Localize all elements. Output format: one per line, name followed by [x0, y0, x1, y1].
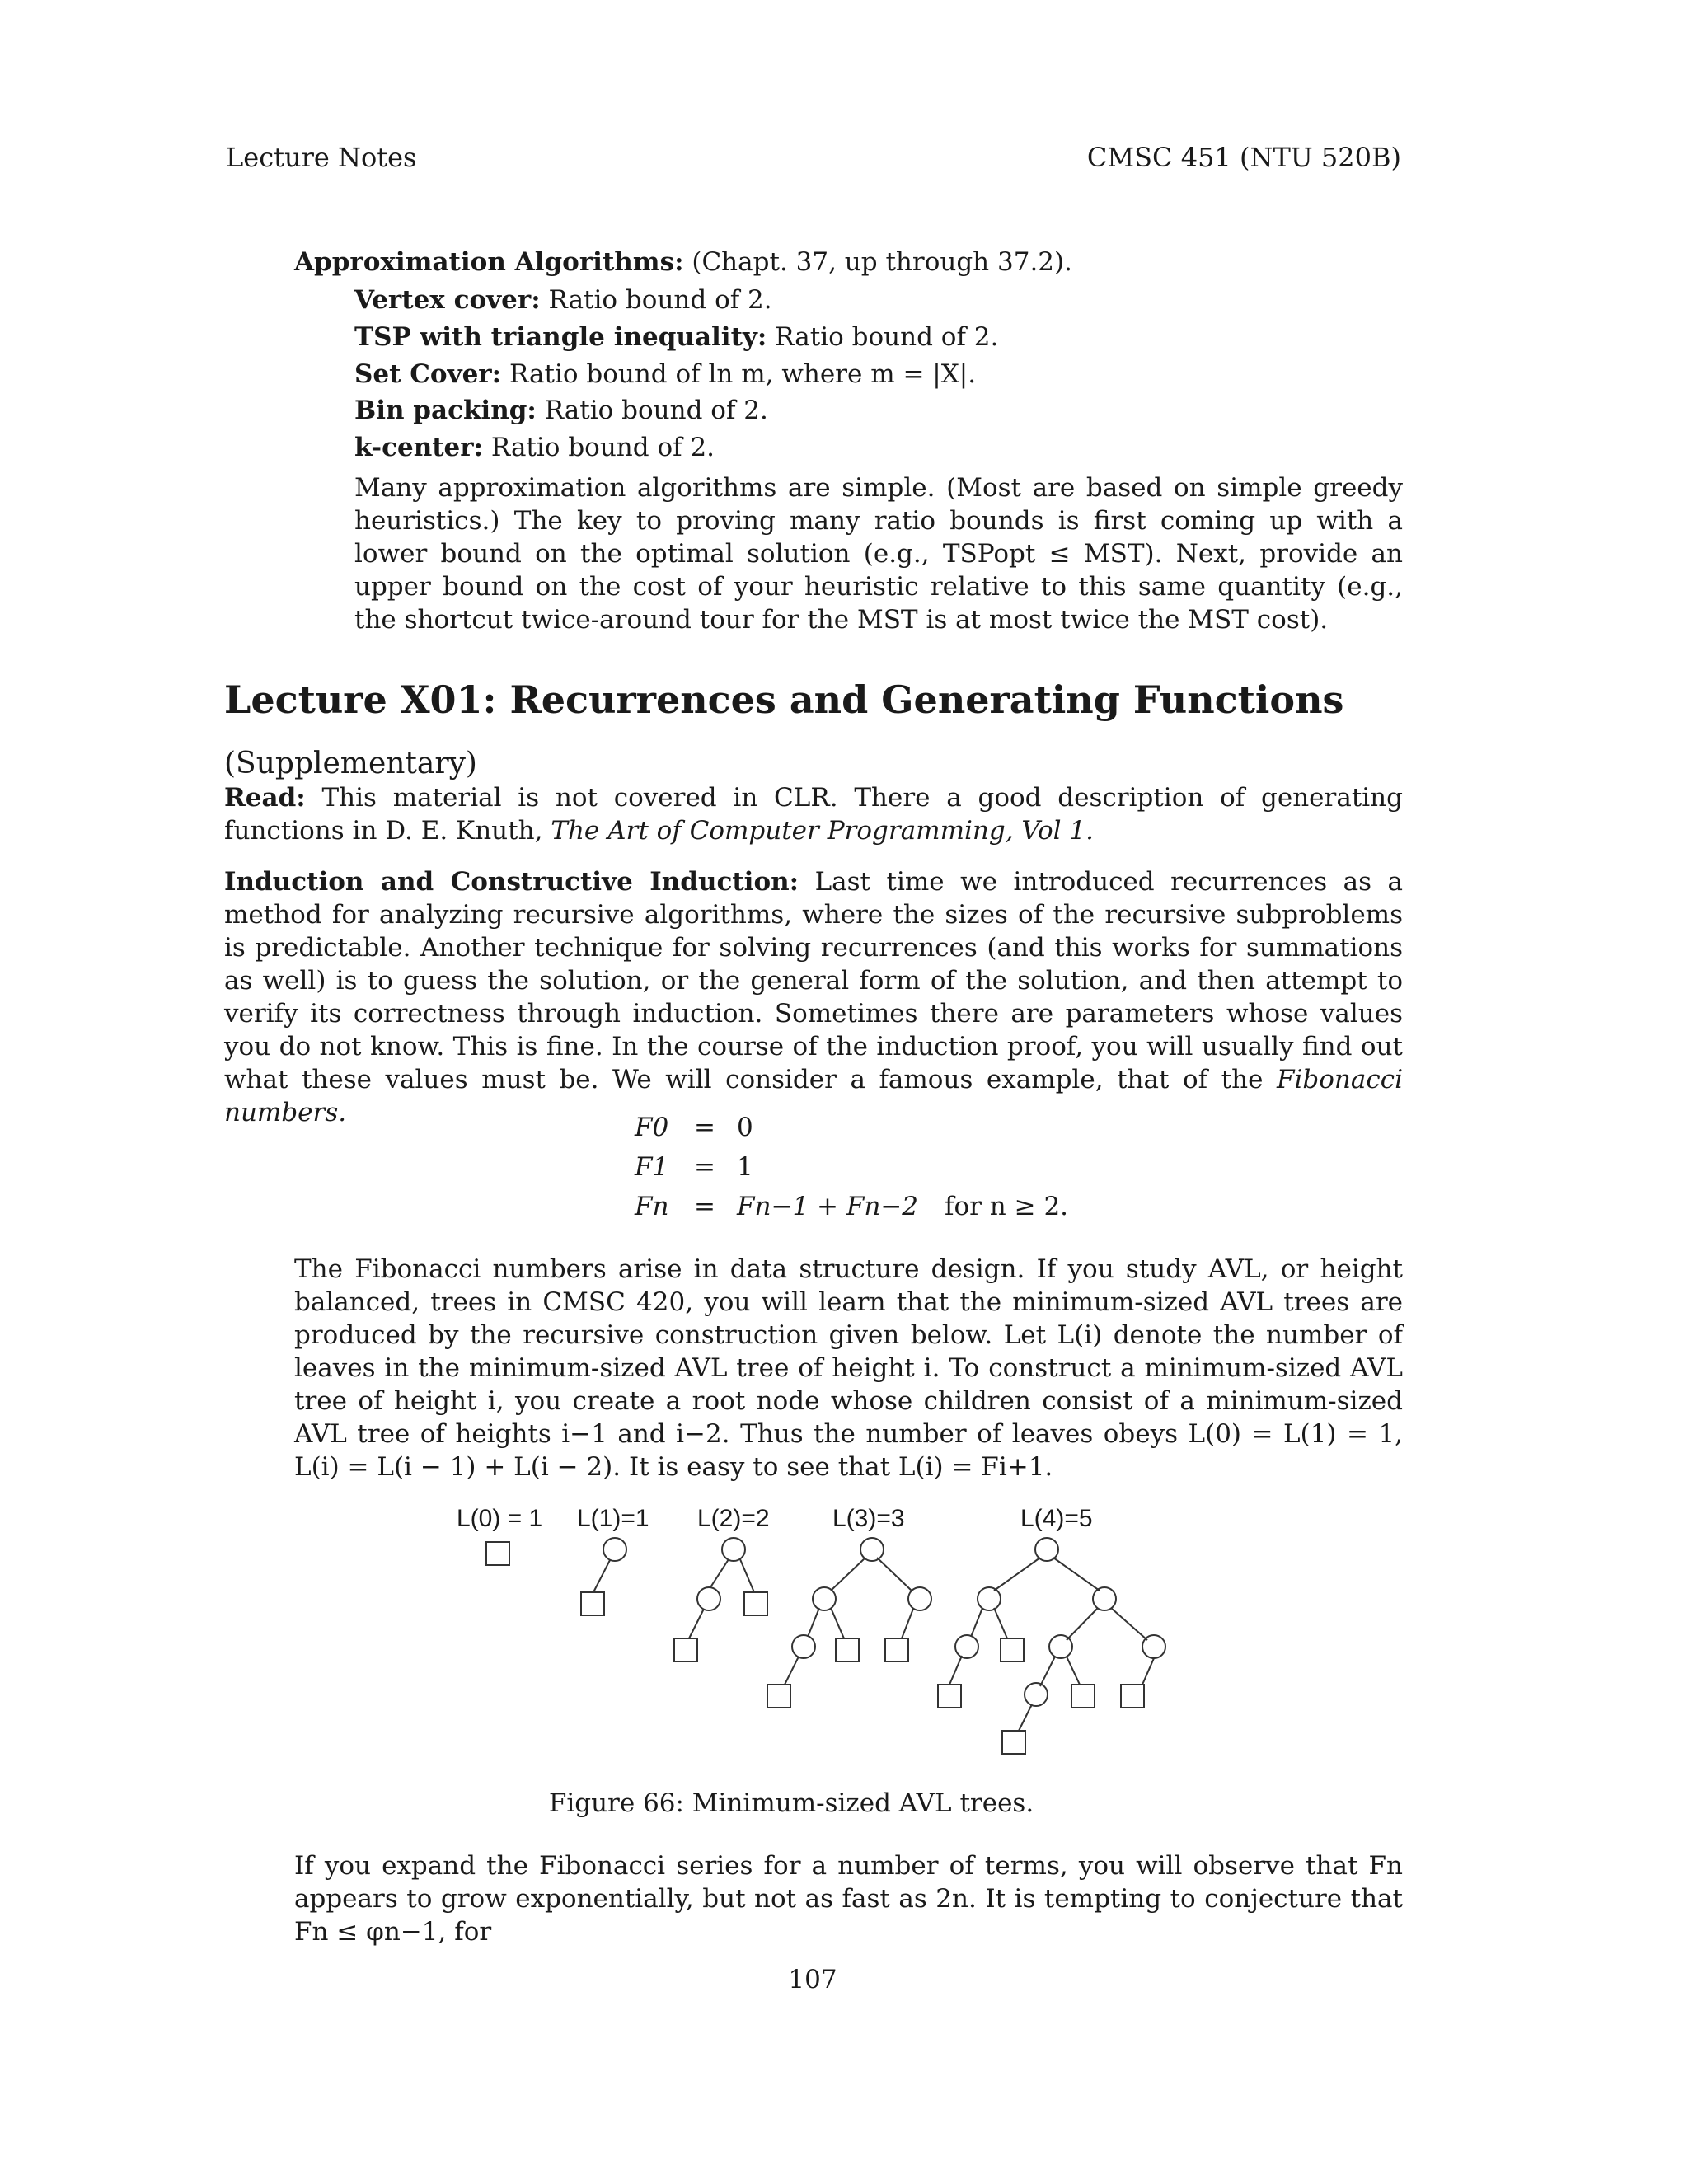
equation-rhs: Fn−1 + Fn−2 — [737, 1192, 919, 1221]
node-circle — [1142, 1635, 1165, 1658]
equation-equals: = — [694, 1152, 715, 1182]
approx-title: Approximation Algorithms: — [294, 247, 684, 277]
approx-item-label: TSP with triangle inequality: — [354, 322, 767, 352]
tree-label-l4: L(4)=5 — [1020, 1505, 1093, 1532]
equation-equals: = — [694, 1113, 715, 1142]
book-title: The Art of Computer Programming, Vol 1. — [551, 816, 1094, 846]
leaf-square — [885, 1638, 908, 1661]
figure-caption — [0, 1788, 1688, 1818]
supplementary-label: (Supplementary) — [224, 747, 477, 780]
read-text: This material is not covered in CLR. There a good description of generating functions in D. E. Knuth, — [224, 783, 1403, 846]
approx-item-label: Vertex cover: — [354, 285, 541, 315]
leaf-square — [938, 1685, 961, 1708]
tree-label-l3: L(3)=3 — [832, 1505, 905, 1532]
node-circle — [860, 1538, 884, 1561]
approx-item — [354, 394, 768, 427]
figure-caption-text: Figure 66: Minimum-sized AVL trees. — [548, 1788, 1034, 1818]
approx-item — [354, 284, 772, 316]
leaf-square — [674, 1638, 697, 1661]
lecture-title: Lecture X01: Recurrences and Generating Functions — [224, 677, 1344, 722]
leaf-square — [1002, 1731, 1025, 1754]
approx-item — [354, 358, 976, 391]
tree-label-l2: L(2)=2 — [697, 1505, 770, 1532]
running-header-right: CMSC 451 (NTU 520B) — [1086, 142, 1401, 173]
fibonacci-paragraph: The Fibonacci numbers arise in data structure design. If you study AVL, or height balanced, trees in CMSC 420, you will learn that the minimum-sized AVL trees are produced by the recursive construction given below. Let L(i) denote the number of leaves in the minimum-sized AVL tree of height i. To construct a minimum-sized AVL tree of height i, you create a root node whose children consist of a minimum-sized AVL tree of heights i−1 and i−2. Thus the number of leaves obeys L(0) = L(1) = 1, L(i) = L(i − 1) + L(i − 2). It is easy to see that L(i) = Fi+1. — [294, 1254, 1403, 1482]
equation-rhs: 1 — [737, 1152, 753, 1182]
node-circle — [792, 1635, 815, 1658]
read-label: Read: — [224, 783, 306, 813]
read-paragraph — [224, 781, 1403, 847]
approx-heading-line — [294, 246, 1072, 279]
approx-item-text: Ratio bound of 2. — [540, 285, 772, 315]
node-circle — [955, 1635, 978, 1658]
equation-rhs: 0 — [737, 1113, 753, 1142]
node-circle — [603, 1538, 626, 1561]
approx-item-label: Bin packing: — [354, 396, 537, 425]
node-circle — [722, 1538, 745, 1561]
approx-title-rest: (Chapt. 37, up through 37.2). — [683, 247, 1072, 277]
induction-paragraph — [224, 865, 1403, 1129]
approx-item-text: Ratio bound of 2. — [767, 322, 999, 352]
equation-equals: = — [694, 1192, 715, 1221]
tree-label-l0: L(0) = 1 — [457, 1505, 543, 1532]
leaf-square — [744, 1592, 767, 1615]
equation-lhs: F0 — [635, 1113, 669, 1142]
closing-paragraph: If you expand the Fibonacci series for a number of terms, you will observe that Fn appears to grow exponentially, but not as fast as 2n. It is tempting to conjecture that Fn ≤ φn−1, for — [294, 1851, 1403, 1947]
leaf-square — [581, 1592, 604, 1615]
tree-label-l1: L(1)=1 — [577, 1505, 649, 1532]
node-circle — [1093, 1587, 1116, 1610]
approx-item — [354, 431, 715, 464]
running-header-left: Lecture Notes — [226, 142, 417, 173]
node-circle — [908, 1587, 931, 1610]
leaf-square — [836, 1638, 859, 1661]
approx-item-text: Ratio bound of ln m, where m = |X|. — [501, 359, 977, 389]
leaf-square — [1071, 1685, 1095, 1708]
leaf-square — [1121, 1685, 1144, 1708]
induction-text: Last time we introduced recurrences as a method for analyzing recursive algorithms, where the sizes of the recursive subproblems is predictable. Another technique for solving recurrences (and this works for summations as well) is to guess the solution, or the general form of the solution, and then attempt to verify its correctness through induction. Sometimes there are parameters whose values you do not know. This is fine. In the course of the induction proof, you will usually find out what these values must be. We will consider a famous example, that of the — [224, 867, 1403, 1094]
leaf-square — [767, 1685, 790, 1708]
approx-item-text: Ratio bound of 2. — [536, 396, 768, 425]
node-circle — [1035, 1538, 1058, 1561]
fibonacci-term: Fibonacci numbers. — [224, 1065, 1403, 1127]
leaf-square — [1001, 1638, 1024, 1661]
equation-lhs: Fn — [635, 1192, 669, 1221]
approx-item-label: k-center: — [354, 433, 484, 462]
node-circle — [1025, 1683, 1048, 1706]
leaf-square — [486, 1542, 509, 1565]
page-number — [0, 1965, 1688, 1994]
node-circle — [697, 1587, 720, 1610]
page-number-text: 107 — [788, 1965, 837, 1994]
approx-item-label: Set Cover: — [354, 359, 502, 389]
approx-paragraph: Many approximation algorithms are simple. (Most are based on simple greedy heuristics.) The key to proving many ratio bounds is first coming up with a lower bound on the optimal solution (e.g., TSPopt ≤ MST). Next, provide an upper bound on the cost of your heuristic relative to this same quantity (e.g., the shortcut twice-around tour for the MST is at most twice the MST cost). — [354, 473, 1403, 635]
approx-item — [354, 321, 998, 354]
induction-label: Induction and Constructive Induction: — [224, 867, 799, 897]
equation-lhs: F1 — [635, 1152, 669, 1182]
avl-trees-figure — [445, 1500, 1187, 1764]
node-circle — [1049, 1635, 1072, 1658]
node-circle — [978, 1587, 1001, 1610]
node-circle — [813, 1587, 836, 1610]
equation-condition: for n ≥ 2. — [945, 1192, 1069, 1221]
approx-item-text: Ratio bound of 2. — [483, 433, 715, 462]
